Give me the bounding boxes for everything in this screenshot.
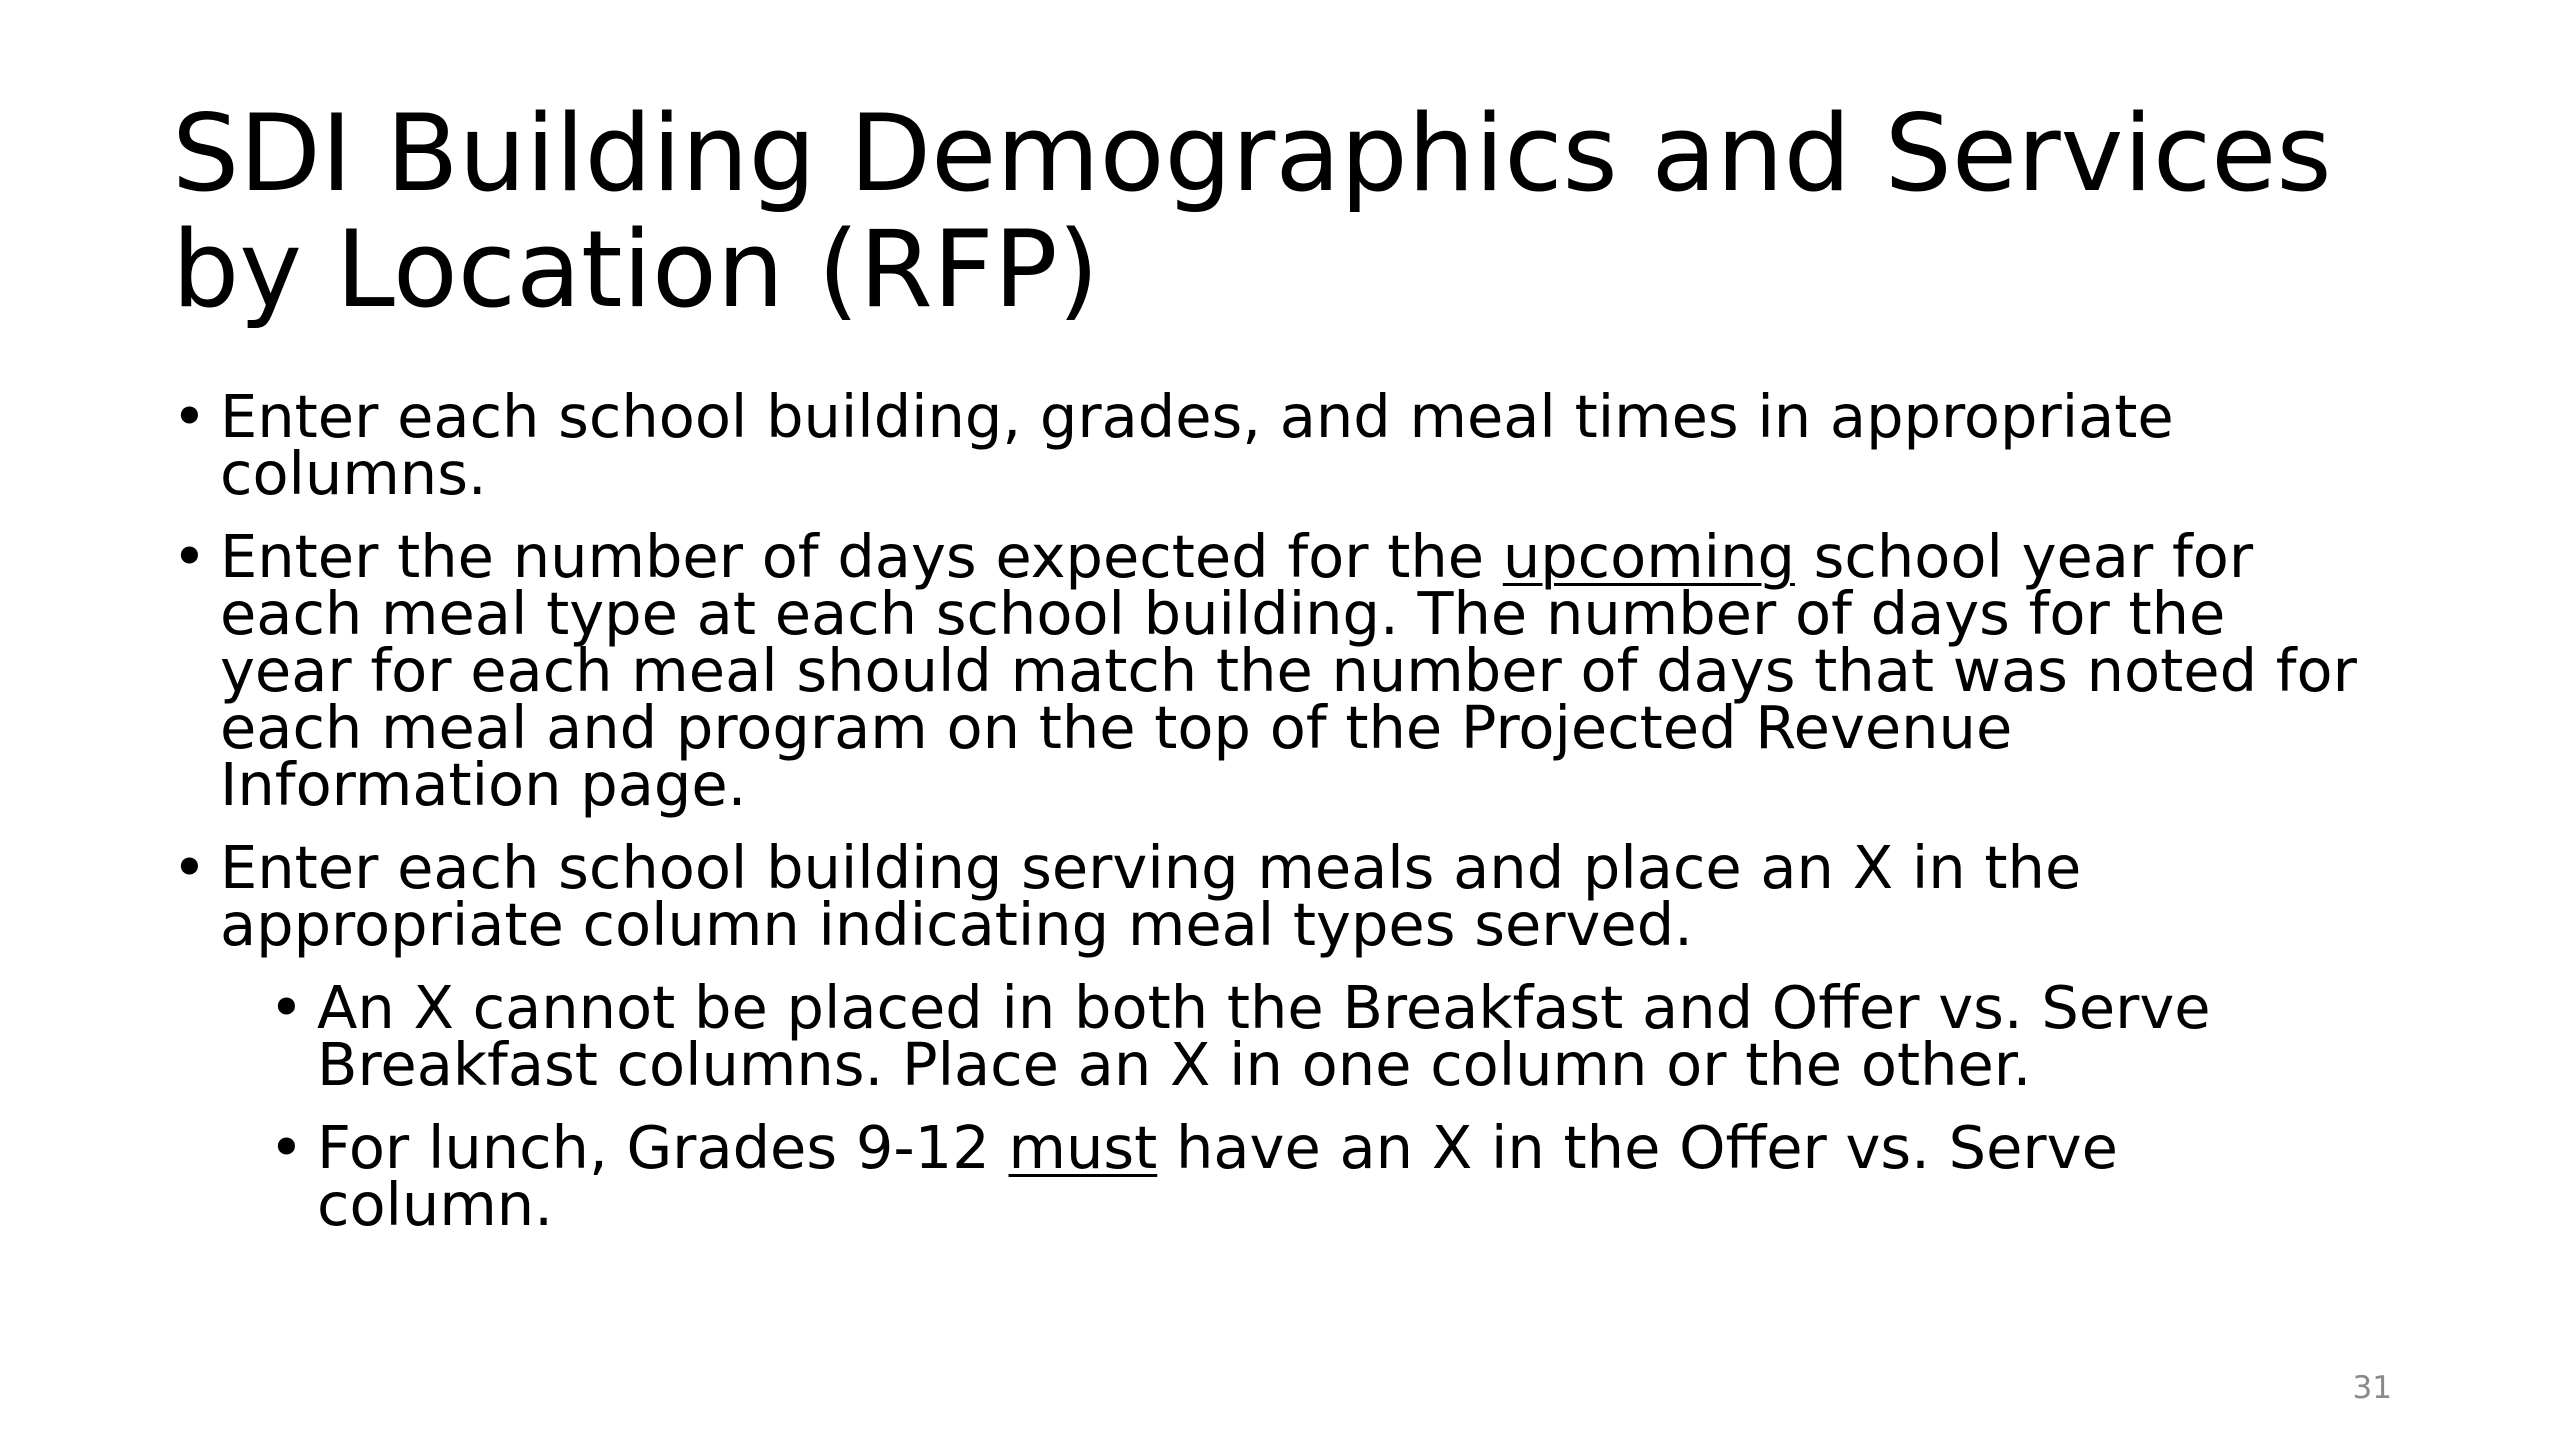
- sub-bullet-text-line: column.: [317, 1170, 553, 1239]
- bullet-text-line: Information page.: [220, 750, 747, 819]
- bullet-text-line: • Enter each school building, grades, and meal times in appropriate: [220, 382, 2174, 451]
- sub-bullet-text-line: [317, 1113, 2412, 1182]
- sub-bullet-item-2: [269, 1113, 2412, 1239]
- bullet-text-line: appropriate column indicating meal types served.: [220, 890, 1693, 959]
- bullet-list: [172, 382, 2412, 1259]
- bullet-item-3: [172, 833, 2412, 959]
- bullet-text-line: year for each meal should match the number of days that was noted for: [220, 636, 2357, 705]
- underlined-word-must: must: [1008, 1113, 1158, 1182]
- bullet-text-segment: school year for: [1794, 522, 2254, 591]
- bullet-item-2: [172, 522, 2412, 819]
- sub-bullet-text-line: • An X cannot be placed in both the Breakfast and Offer vs. Serve: [317, 973, 2211, 1042]
- bullet-text-line: each meal type at each school building. The number of days for the: [220, 579, 2226, 648]
- bullet-text-line: • Enter each school building serving meals and place an X in the: [220, 833, 2082, 902]
- underlined-word-upcoming: upcoming: [1502, 522, 1795, 591]
- sub-bullet-text-segment: have an X in the Offer vs. Serve: [1157, 1113, 2118, 1182]
- slide-title: [172, 92, 2432, 331]
- bullet-text-line: each meal and program on the top of the Projected Revenue: [220, 693, 2013, 762]
- bullet-item-1: [172, 382, 2412, 508]
- bullet-text-line: columns.: [220, 439, 487, 508]
- sub-bullet-text-segment: For lunch, Grades 9-12: [317, 1113, 1009, 1182]
- slide-title-line-2: by Location (RFP): [172, 208, 1099, 331]
- sub-bullet-text-line: Breakfast columns. Place an X in one column or the other.: [317, 1030, 2032, 1099]
- sub-bullet-item-1: [269, 973, 2412, 1099]
- slide-title-line-1: SDI Building Demographics and Services: [172, 92, 2332, 215]
- page-number: 31: [2352, 1370, 2392, 1406]
- bullet-text-segment: Enter the number of days expected for the: [220, 522, 1503, 591]
- bullet-text-line: [220, 522, 2412, 591]
